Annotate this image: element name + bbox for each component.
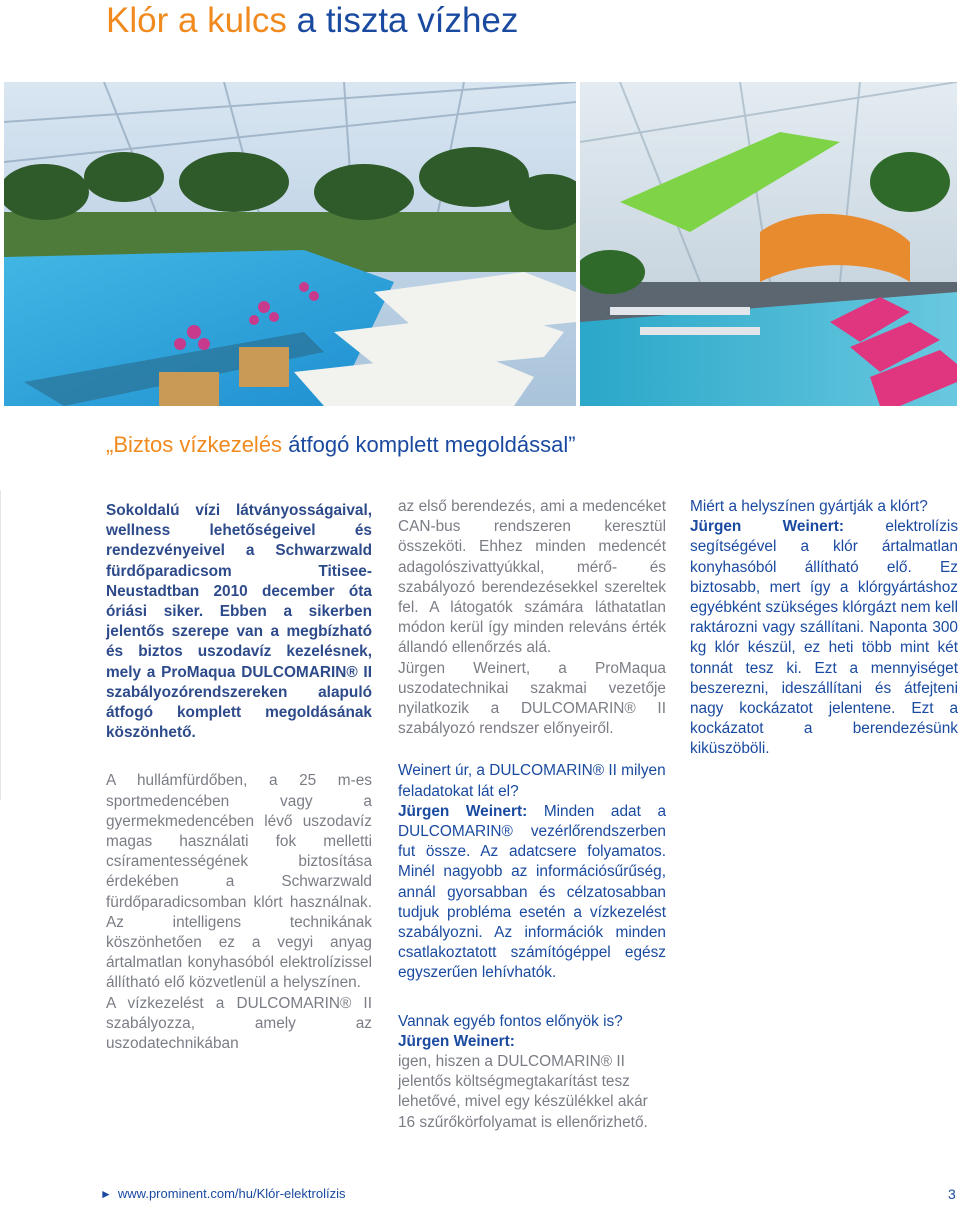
arrow-right-icon: ► bbox=[100, 1187, 112, 1201]
title-part-1: Klór a kulcs bbox=[106, 1, 287, 40]
speaker-name: Jürgen Weinert: bbox=[398, 1032, 515, 1050]
text-column-1 bbox=[106, 501, 372, 1054]
interview-question: Vannak egyéb fontos előnyök is? bbox=[398, 1012, 623, 1030]
interview-question: Weinert úr, a DULCOMARIN® II milyen feladatokat lát el? bbox=[398, 762, 666, 800]
text-column-2 bbox=[398, 497, 666, 1133]
page-number: 3 bbox=[948, 1186, 956, 1202]
title-part-2: a tiszta vízhez bbox=[296, 1, 519, 40]
answer-text: igen, hiszen a DULCOMARIN® II jelentős költségmegtakarítást tesz lehetővé, mivel egy készülékkel akár 16 szűrőkörfolyamat is ellenőrizhető. bbox=[398, 1053, 648, 1131]
pool-photo-hall bbox=[4, 82, 576, 406]
answer-text: elektrolízis segítségével a klór ártalmatlan konyhasóból állítható elő. Ez biztosabb, mert így a klórgyártáshoz egyébként szükséges klórgázt nem kell raktározni vagy szállítani. Naponta 300 kg klór készül, ez heti több mint két tonnát tesz ki. Ezt a mennyiséget beszerezni, ideszállítani és átfejteni nagy kockázatot jelentene. Ezt a kockázatot a berendezésünk kiküszöböli. bbox=[690, 518, 959, 758]
body-paragraph: az első berendezés, ami a medencéket CAN-bus rendszeren keresztül összeköti. Ehhez minden medencét adagolószivattyúkkal, mérő- és szabályozó berendezésekkel szereltek fel. A látogatók számára láthatatlan módon kerül így minden releváns érték állandó ellenőrzés alá. bbox=[398, 498, 666, 657]
footer-url[interactable]: www.prominent.com/hu/Klór-elektrolízis bbox=[117, 1186, 346, 1201]
speaker-name: Jürgen Weinert: bbox=[398, 802, 528, 820]
interview-question: Miért a helyszínen gyártják a klórt? bbox=[690, 498, 928, 515]
section-subtitle bbox=[106, 430, 576, 460]
subtitle-part-2: átfogó komplett megoldással” bbox=[288, 432, 576, 457]
lead-paragraph: Sokoldalú vízi látványosságaival, wellness lehetőségeivel és rendezvényeivel a Schwarzwald fürdőparadicsom Titisee-Neustadtban 2010 december óta óriási siker. Ebben a sikerben jelentős szerepe van a megbízható és biztos uszodavíz kezelésnek, mely a ProMaqua DULCOMARIN® II szabályozórendszereken alapuló átfogó komplett megoldásának köszönhető. bbox=[106, 502, 372, 742]
pool-photo-slide bbox=[580, 82, 957, 406]
subtitle-part-1: „Biztos vízkezelés bbox=[106, 432, 283, 457]
answer-text: Minden adat a DULCOMARIN® vezérlőrendszerben fut össze. Az adatcsere folyamatos. Minél nagyobb az információsűrűség, annál gyorsabban és célzatosabban tudjuk probléma esetén a vízkezelést szabályozni. Az információk minden csatlakoztatott számítógéppel egész egyszerűen lehívhatók. bbox=[398, 802, 667, 982]
body-paragraph: Jürgen Weinert, a ProMaqua uszodatechnikai szakmai vezetője nyilatkozik a DULCOMARIN® II szabályozó rendszer előnyeiről. bbox=[398, 659, 666, 738]
page-title bbox=[106, 0, 518, 42]
interview-answer bbox=[398, 802, 666, 984]
text-column-3 bbox=[690, 497, 958, 760]
margin-rule bbox=[0, 490, 1, 800]
speaker-name: Jürgen Weinert: bbox=[690, 518, 844, 536]
footer-link[interactable] bbox=[100, 1185, 345, 1203]
interview-answer bbox=[690, 517, 958, 759]
body-paragraph: A vízkezelést a DULCOMARIN® II szabályozza, amely az uszodatechnikában bbox=[106, 994, 372, 1053]
body-paragraph: A hullámfürdőben, a 25 m-es sportmedencében vagy a gyermekmedencében lévő uszodavíz magas használati fok melletti csíramentességének biztosítása érdekében a Schwarzwald fürdőparadicsomban klórt használnak. Az intelligens technikának köszönhetően ez a vegyi anyag ártalmatlan konyhasóból elektrolízissel állítható elő közvetlenül a helyszínen. bbox=[106, 772, 372, 992]
